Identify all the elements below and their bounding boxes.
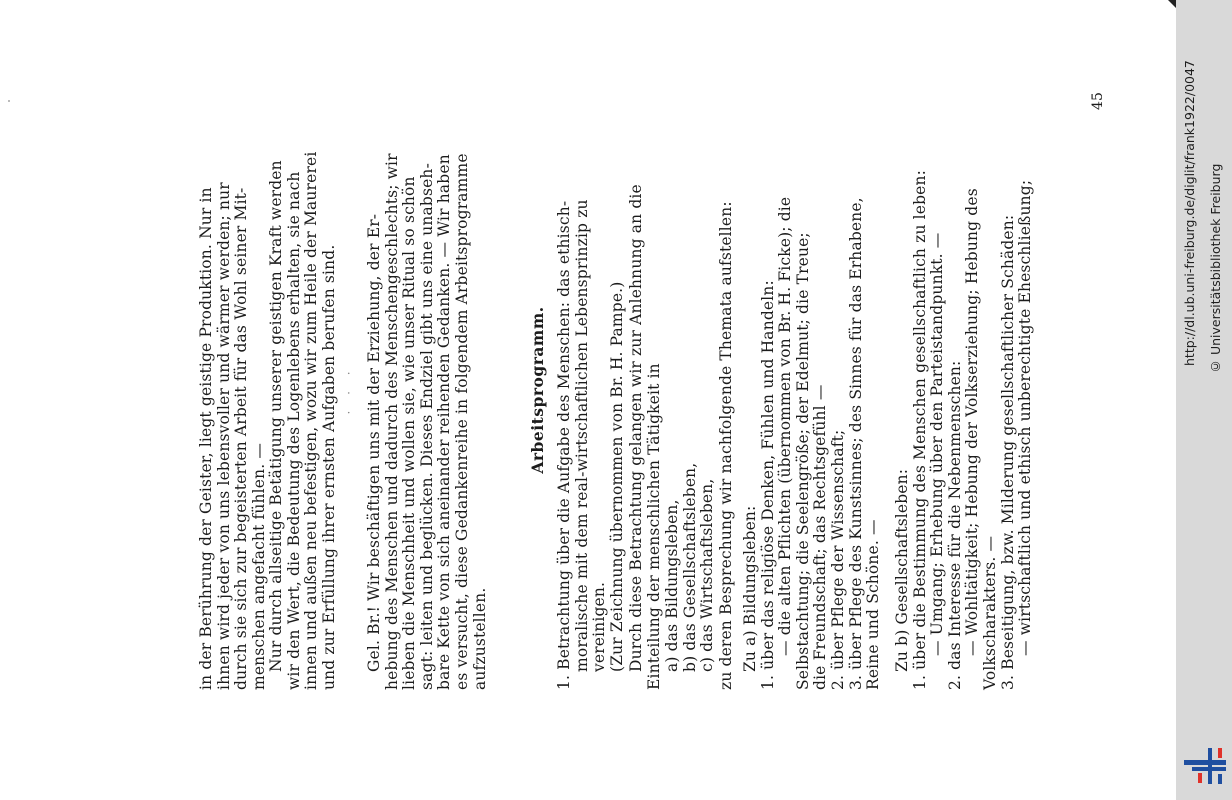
copyright-notice: © Universitätsbibliothek Freiburg <box>1208 163 1223 374</box>
section-heading: Arbeitsprogramm. <box>528 306 547 474</box>
scanned-page <box>80 0 1172 800</box>
program-item-1 <box>556 90 626 690</box>
paragraph-2 <box>268 90 338 690</box>
subsection-a <box>742 90 883 690</box>
paragraph-1 <box>198 90 268 690</box>
text-line: 2. über Pflege der Wissenschaft; <box>828 429 847 690</box>
text-line: Durch diese Betrachtung gelangen wir zur Anlehnung an die <box>627 184 645 672</box>
text-line: in der Berührung der Geister, liegt geistige Produktion. Nur in <box>197 187 215 690</box>
paragraph-3 <box>366 90 489 690</box>
text-line: ihnen wird jeder von uns lebensvoller und wärmer werden; nur <box>214 182 233 690</box>
text-line: Nur durch allseitige Betätigung unserer geistigen Kraft werden <box>267 160 285 672</box>
list-item: b) das Gesellschaftsleben, <box>680 462 699 672</box>
text-line: lieben die Menschheit und wollen sie, wie unser Ritual so schön <box>400 176 419 690</box>
text-line: Volkscharakters. — <box>980 535 999 690</box>
source-url[interactable]: http://dl.ub.uni-freiburg.de/diglit/frank1922/0047 <box>1182 60 1197 366</box>
text-line: bare Kette von sich aneinander reihenden Gedanken. — Wir haben <box>435 154 454 690</box>
category-list <box>664 90 717 690</box>
text-line: 1. über die Bestimmung des Menschen gesellschaftlich zu leben: <box>910 170 929 690</box>
text-line: innen und außen neu befestigen, wozu wir zum Heile der Maurerei <box>302 151 321 690</box>
text-line: 2. das Interesse für die Nebenmenschen: <box>945 360 964 690</box>
text-line: — Wohltätigkeit; Hebung der Volkserziehung; Hebung des <box>963 188 982 656</box>
page-number: 45 <box>1090 91 1106 110</box>
list-item: a) das Bildungsleben, <box>663 499 681 672</box>
page-content <box>80 0 1172 800</box>
text-line: die Freundschaft; das Rechtsgefühl — <box>811 384 830 690</box>
corner-mark-icon <box>1162 0 1176 10</box>
list-item: c) das Wirtschaftsleben, <box>698 478 717 672</box>
text-line: 1. Betrachtung über die Aufgabe des Menschen: das ethisch- <box>555 200 573 690</box>
ub-freiburg-logo-icon <box>1184 746 1226 786</box>
text-line: aufzustellen. <box>470 587 489 690</box>
text-line: Selbstachtung; die Seelengröße; der Edelmut; die Treue; <box>793 232 812 690</box>
text-line: — Umgang; Erhebung über den Parteistandpunkt. — <box>928 232 947 656</box>
subsection-b <box>894 90 1035 690</box>
subsection-heading: Zu a) Bildungsleben: <box>741 505 759 672</box>
text-line: 3. über Pflege des Kunstsinnes; des Sinnes für das Erhabene, <box>846 197 865 690</box>
text-line: (Zur Zeichnung übernommen von Br. H. Pampe.) <box>607 281 626 672</box>
text-line: wir den Wert, die Bedeutung des Logenlebens erhalten, sie nach <box>284 171 303 690</box>
section-separator: · · · <box>342 365 356 415</box>
text-line: — wirtschaftlich und ethisch unberechtigte Eheschließung; <box>1016 179 1035 656</box>
text-line: moralische mit dem real-wirtschaftlichen Lebensprinzip zu <box>572 199 591 672</box>
text-line: Gel. Br.! Wir beschäftigen uns mit der Erziehung, der Er- <box>365 213 383 672</box>
text-line: — die alten Pflichten (übernommen von Br. H. Ficke); die <box>776 196 795 656</box>
text-line: 3. Beseitigung, bzw. Milderung gesellschaftlicher Schäden: <box>998 214 1017 690</box>
text-line: 1. über das religiöse Denken, Fühlen und Handeln: <box>758 280 777 690</box>
text-line: und zur Erfüllung ihrer ernsten Aufgaben berufen sind. <box>319 244 338 690</box>
text-line: es versucht, diese Gedankenreihe in folgendem Arbeitsprogramme <box>452 153 471 690</box>
text-line: zu deren Besprechung wir nachfolgende Themata aufstellen: <box>717 201 735 690</box>
text-line: vereinigen. <box>590 581 609 672</box>
text-line: durch sie sich zur begeisterten Arbeit für das Wohl seiner Mit- <box>232 187 251 690</box>
paragraph-5 <box>718 90 736 690</box>
subsection-heading: Zu b) Gesellschaftsleben: <box>893 468 911 672</box>
text-line: Einteilung der menschlichen Tätigkeit in <box>644 363 663 690</box>
paragraph-4 <box>628 90 663 690</box>
text-line: sagt: leiten und beglücken. Dieses Endziel gibt uns eine unabseh- <box>417 163 436 690</box>
text-line: hebung des Menschen und dadurch des Menschengeschlechts; wir <box>382 153 401 690</box>
scan-speck <box>8 100 10 102</box>
text-line: Reine und Schöne. — <box>864 519 883 690</box>
text-line: menschen angefacht fühlen. — <box>249 442 268 690</box>
